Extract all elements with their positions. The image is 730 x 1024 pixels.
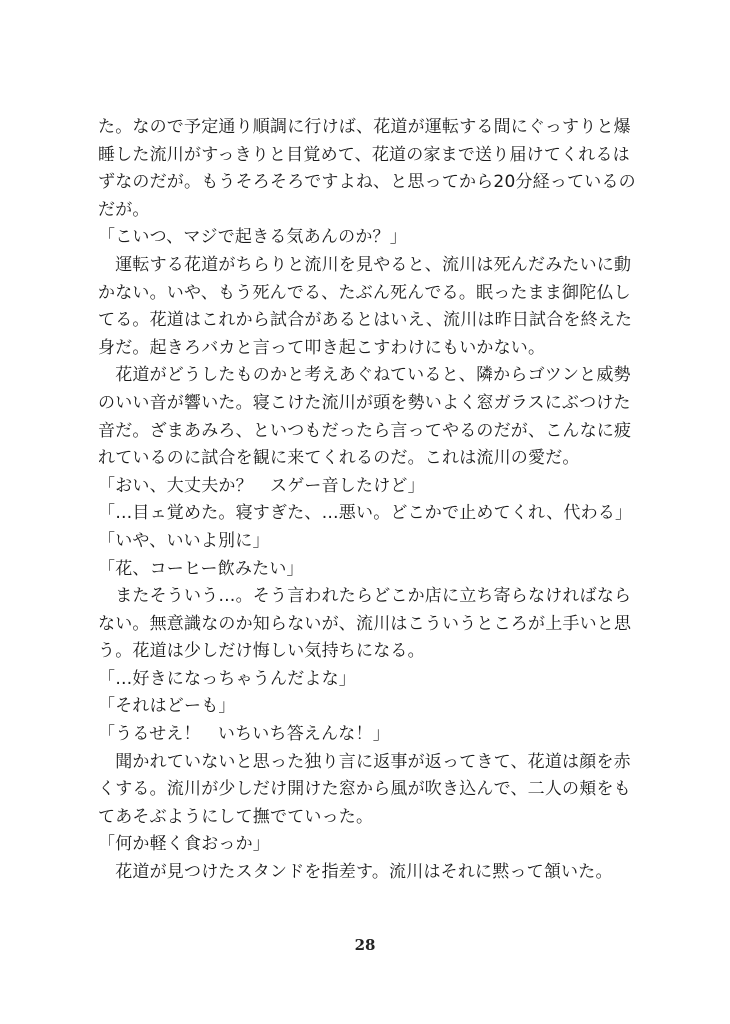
text-line: くする。流川が少しだけ開けた窓から風が吹き込んで、二人の頬をも: [98, 779, 631, 800]
text-line: う。花道は少しだけ悔しい気持ちになる。: [98, 641, 425, 662]
text-line: 音だ。ざまあみろ、といつもだったら言ってやるのだが、こんなに疲: [98, 420, 632, 441]
text-line: 「いや、いいよ別に」: [98, 530, 270, 551]
text-line: ずなのだが。もうそろそろですよね、と思ってから20分経っているの: [98, 172, 636, 193]
text-line: てあそぶようにして撫でていった。: [98, 806, 374, 827]
text-line: またそういう…。そう言われたらどこか店に立ち寄らなければなら: [98, 586, 632, 607]
text-line: 「それはどーも」: [98, 696, 236, 717]
text-line: た。なので予定通り順調に行けば、花道が運転する間にぐっすりと爆: [98, 117, 631, 137]
text-line: 花道がどうしたものかと考えあぐねていると、隣からゴツンと威勢: [98, 365, 631, 386]
text-line: のいい音が響いた。寝こけた流川が頭を勢いよく窓ガラスにぶつけた: [98, 392, 631, 413]
text-line: だが。: [98, 199, 150, 220]
text-line: かない。いや、もう死んでる、たぶん死んでる。眠ったまま御陀仏し: [98, 282, 631, 303]
text-line: 睡した流川がすっきりと目覚めて、花道の家まで送り届けてくれるは: [98, 144, 630, 165]
text-line: 身だ。起きろバカと言って叩き起こすわけにもいかない。: [98, 337, 546, 358]
text-line: 聞かれていないと思った独り言に返事が返ってきて、花道は顔を赤: [98, 751, 631, 772]
text-line: 「うるせえ！ いちいち答えんな！」: [98, 724, 390, 745]
text-line: ない。無意識なのか知らないが、流川はこういうところが上手いと思: [98, 613, 632, 634]
text-line: てる。花道はこれから試合があるとはいえ、流川は昨日試合を終えた: [98, 310, 633, 331]
text-line: 「花、コーヒー飲みたい」: [98, 558, 304, 579]
text-line: 花道が見つけたスタンドを指差す。流川はそれに黙って頷いた。: [98, 862, 613, 883]
text-line: 「こいつ、マジで起きる気あんのか？」: [98, 227, 407, 248]
text-line: 「…好きになっちゃうんだよな」: [98, 668, 356, 689]
text-line: 運転する花道がちらりと流川を見やると、流川は死んだみたいに動: [98, 254, 632, 275]
page-number: 28: [354, 936, 376, 954]
text-line: 「おい、大丈夫か？ スゲー音したけど」: [98, 475, 425, 496]
text-line: 「…目ェ覚めた。寝すぎた、…悪い。どこかで止めてくれ、代わる」: [98, 503, 633, 524]
page-body-text: [98, 114, 638, 887]
text-line: れているのに試合を観に来てくれるのだ。これは流川の愛だ。: [98, 448, 580, 469]
text-line: 「何か軽く食おっか」: [98, 834, 270, 855]
